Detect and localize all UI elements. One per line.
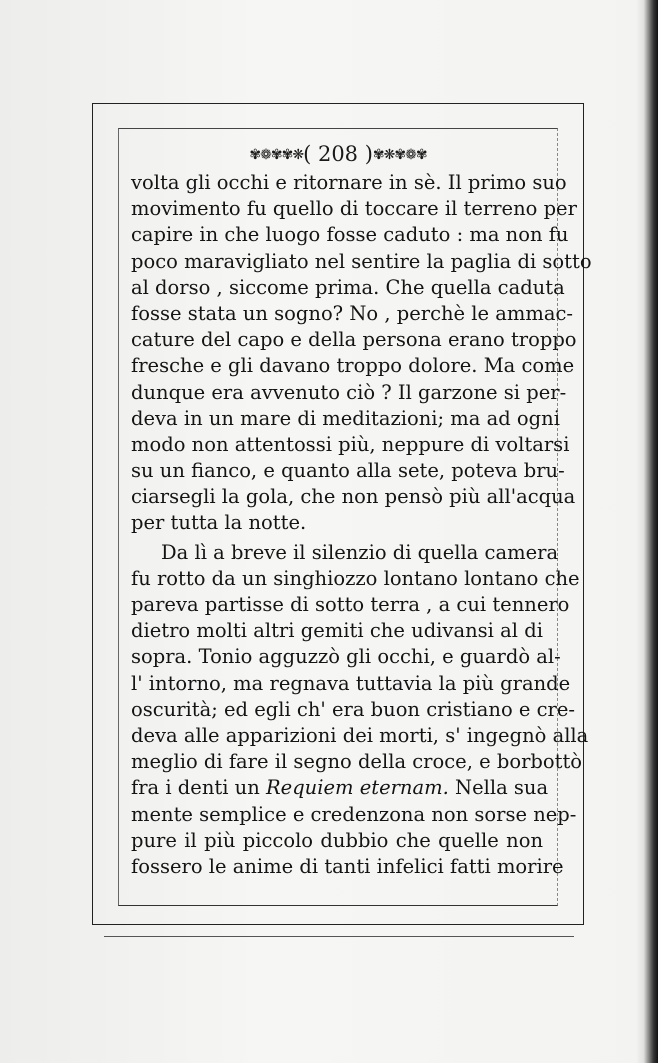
text-line: dietro molti altri gemiti che udivansi al di xyxy=(131,619,543,643)
text-line: deva in un mare di meditazioni; ma ad ogni xyxy=(131,406,560,430)
text-line: pure il più piccolo dubbio che quelle non xyxy=(131,828,543,852)
text-line: fossero le anime di tanti infelici fatti morire xyxy=(131,854,564,878)
text-line: mente semplice e credenzona non sorse nep- xyxy=(131,802,577,826)
text-line: pareva partisse di sotto terra , a cui tennero xyxy=(131,593,570,616)
page-number: 208 xyxy=(317,142,359,166)
italic-latin-phrase: Requiem eternam. xyxy=(265,776,449,800)
text-line: modo non attentossi più, neppure di voltarsi xyxy=(131,432,570,456)
text-line: poco maravigliato nel sentire la paglia di sotto xyxy=(131,249,592,273)
text-line: l' intorno, ma regnava tuttavia la più grande xyxy=(131,671,571,695)
paragraph-1 xyxy=(131,170,592,537)
text-line: al dorso , siccome prima. Che quella caduta xyxy=(131,275,565,299)
ornament-right-icon: ✾❋✾❁✾ xyxy=(372,147,427,163)
text-line: su un fianco, e quanto alla sete, poteva bru- xyxy=(131,459,565,483)
body-text xyxy=(131,170,592,880)
page-header xyxy=(118,142,558,167)
text-line: meglio di fare il segno della croce, e borbottò xyxy=(131,750,583,774)
text-line: volta gli occhi e ritornare in sè. Il primo suo xyxy=(131,171,567,194)
text-line: fosse stata un sogno? No , perchè le ammac- xyxy=(131,301,574,325)
bottom-rule xyxy=(104,936,574,937)
text-line: deva alle apparizioni dei morti, s' ingegnò alla xyxy=(131,723,589,747)
header-open-paren: ( xyxy=(303,142,318,166)
text-line: cature del capo e della persona erano troppo xyxy=(131,328,577,352)
line-segment: Nella sua xyxy=(448,776,549,800)
text-line: Da lì a breve il silenzio di quella camera xyxy=(161,540,559,564)
text-line: oscurità; ed egli ch' era buon cristiano e cre- xyxy=(131,697,575,721)
text-line: ciarsegli la gola, che non pensò più all'acqua xyxy=(131,485,576,509)
text-line: sopra. Tonio agguzzò gli occhi, e guardò al- xyxy=(131,645,561,669)
book-spine-shadow xyxy=(636,0,658,1063)
text-line-with-italic xyxy=(131,775,549,801)
text-line: fresche e gli davano troppo dolore. Ma come xyxy=(131,354,575,378)
text-line: fu rotto da un singhiozzo lontano lontano che xyxy=(131,566,580,590)
text-line: per tutta la notte. xyxy=(131,511,307,535)
ornament-left-icon: ✾❁✾✾❋ xyxy=(249,147,304,163)
line-segment: fra i denti un xyxy=(131,776,266,800)
paragraph-2 xyxy=(131,540,589,880)
text-line: dunque era avvenuto ciò ? Il garzone si per- xyxy=(131,380,567,404)
text-line: movimento fu quello di toccare il terreno per xyxy=(131,197,577,221)
text-line: capire in che luogo fosse caduto : ma non fu xyxy=(131,223,569,247)
header-close-paren: ) xyxy=(358,142,373,166)
